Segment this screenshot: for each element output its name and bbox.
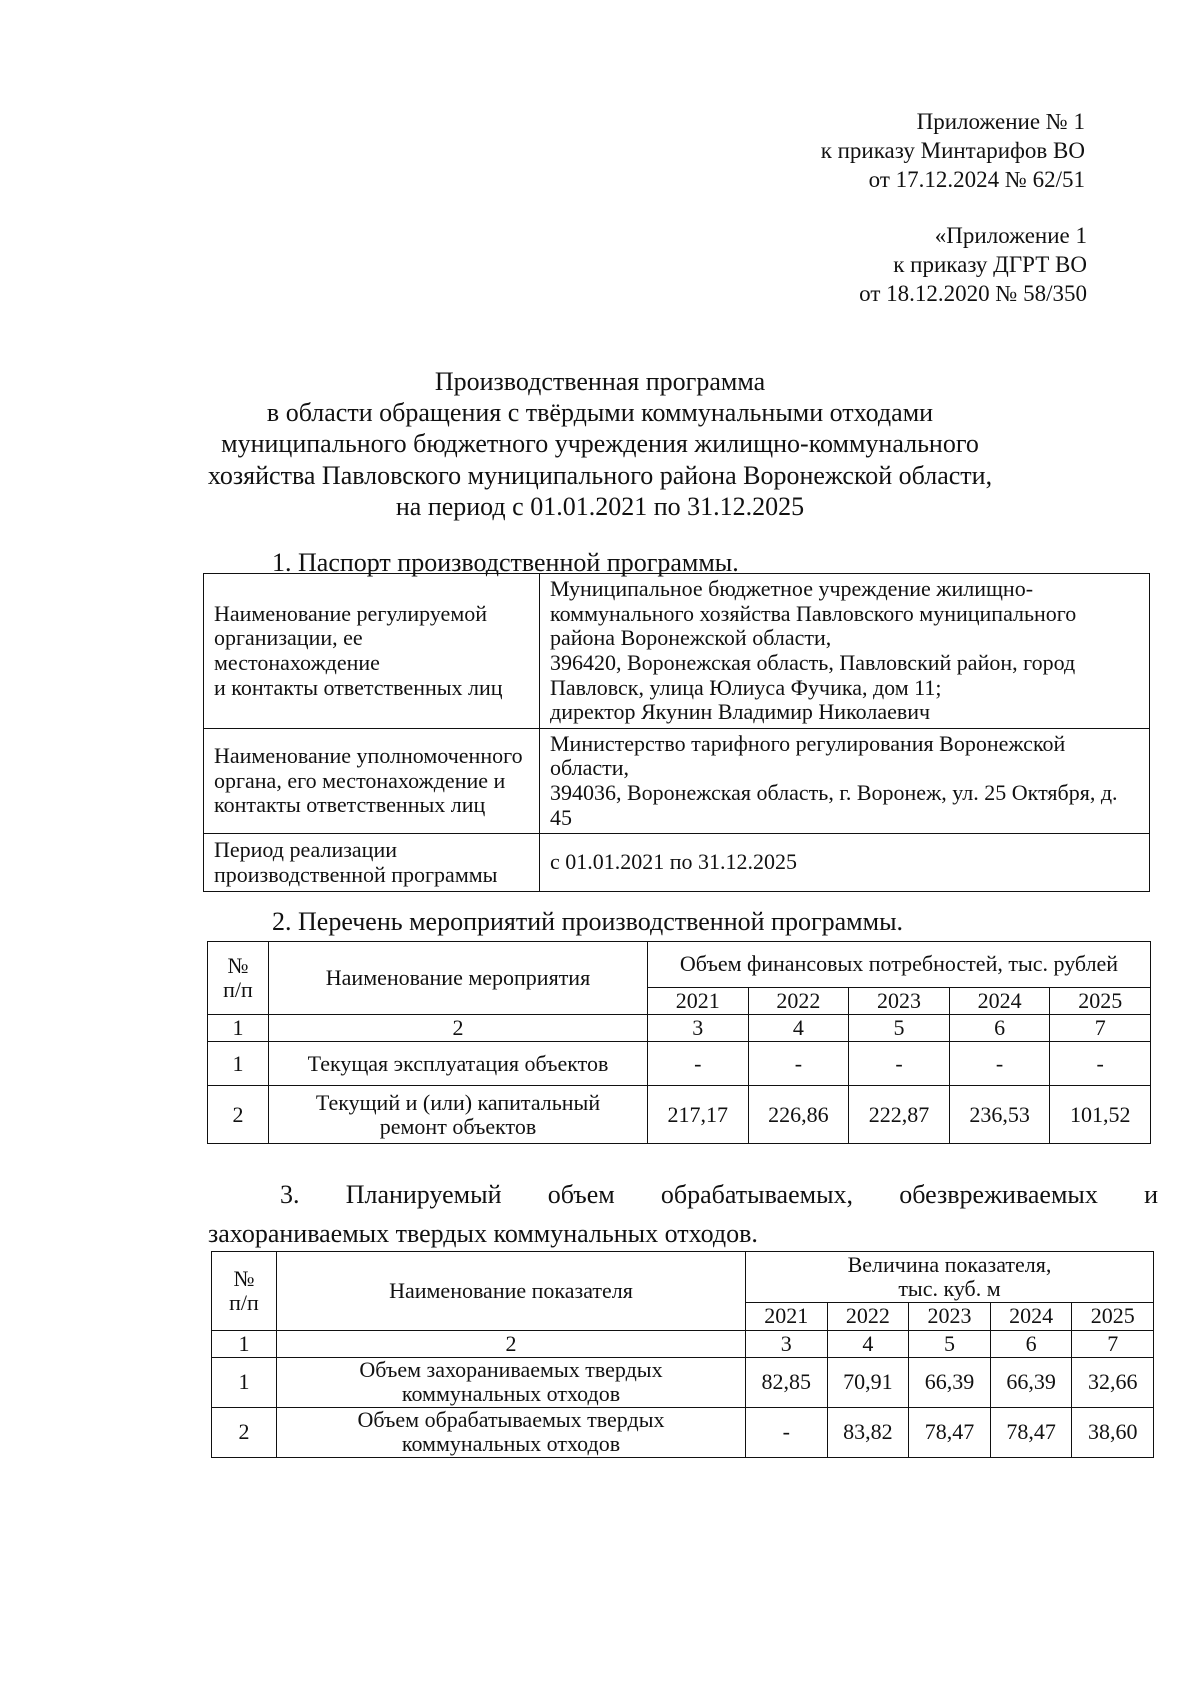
- col-group-header: Объем финансовых потребностей, тыс. рублей: [648, 942, 1151, 988]
- section3-heading-line1: [208, 1175, 1158, 1214]
- row-value: 83,82: [827, 1407, 909, 1457]
- title-line5: на период с 01.01.2021 по 31.12.2025: [395, 491, 805, 521]
- heading-word: Планируемый: [345, 1180, 502, 1209]
- section3-heading-line2: захораниваемых твердых коммунальных отходов.: [208, 1219, 758, 1248]
- annex-previous-line2: к приказу ДГРТ ВО: [893, 251, 1087, 277]
- passport-value: Министерство тарифного регулирования Воронежской области, 394036, Воронежская область, г. Воронеж, ул. 25 Октября, д. 45: [540, 728, 1150, 834]
- year-cell: 2024: [949, 988, 1050, 1015]
- year-cell: 2025: [1050, 988, 1151, 1015]
- row-num: 1: [208, 1042, 269, 1086]
- title-line4: хозяйства Павловского муниципального района Воронежской области,: [207, 460, 993, 490]
- title-line2: в области обращения с твёрдыми коммунальными отходами: [266, 398, 934, 428]
- index-cell: 4: [748, 1015, 849, 1042]
- col-name-header: Наименование мероприятия: [269, 942, 648, 1015]
- row-value: -: [746, 1407, 828, 1457]
- row-num: 2: [208, 1086, 269, 1144]
- index-cell: 5: [849, 1015, 950, 1042]
- index-cell: 2: [277, 1330, 746, 1357]
- index-cell: 5: [909, 1330, 991, 1357]
- row-name: Текущий и (или) капитальный ремонт объектов: [269, 1086, 648, 1144]
- index-cell: 3: [648, 1015, 749, 1042]
- table-row: [212, 1407, 1154, 1457]
- year-cell: 2021: [746, 1303, 828, 1330]
- col-num-header: № п/п: [212, 1252, 277, 1331]
- index-cell: 7: [1050, 1015, 1151, 1042]
- row-value: 78,47: [990, 1407, 1072, 1457]
- row-value: -: [648, 1042, 749, 1086]
- row-value: 82,85: [746, 1357, 828, 1407]
- row-num: 2: [212, 1407, 277, 1457]
- index-cell: 4: [827, 1330, 909, 1357]
- measures-table: [207, 941, 1151, 1144]
- year-cell: 2022: [827, 1303, 909, 1330]
- row-value: 38,60: [1072, 1407, 1154, 1457]
- row-name: Текущая эксплуатация объектов: [269, 1042, 648, 1086]
- year-cell: 2025: [1072, 1303, 1154, 1330]
- row-value: -: [949, 1042, 1050, 1086]
- index-cell: 1: [208, 1015, 269, 1042]
- row-value: 32,66: [1072, 1357, 1154, 1407]
- year-cell: 2021: [648, 988, 749, 1015]
- row-value: -: [1050, 1042, 1151, 1086]
- index-row: [208, 1015, 1151, 1042]
- row-value: 66,39: [909, 1357, 991, 1407]
- annex-previous-line3: от 18.12.2020 № 58/350: [859, 280, 1087, 306]
- passport-label: Наименование уполномоченного органа, его местонахождение и контакты ответственных лиц: [204, 728, 540, 834]
- passport-value: Муниципальное бюджетное учреждение жилищно-коммунального хозяйства Павловского муниципального района Воронежской области, 396420, Воронежская область, Павловский район, город Павловск, улица Юлиуса Фучика, дом 11; директор Якунин Владимир Николаевич: [540, 574, 1150, 729]
- section3-heading: [208, 1175, 1158, 1253]
- row-value: 70,91: [827, 1357, 909, 1407]
- row-value: 66,39: [990, 1357, 1072, 1407]
- year-cell: 2023: [849, 988, 950, 1015]
- annex-current-line2: к приказу Минтарифов ВО: [820, 137, 1085, 163]
- annex-current-line3: от 17.12.2024 № 62/51: [868, 166, 1085, 192]
- heading-word: и: [1144, 1180, 1158, 1209]
- annex-current-line1: Приложение № 1: [916, 109, 1085, 134]
- passport-value: с 01.01.2021 по 31.12.2025: [540, 834, 1150, 892]
- title-line3: муниципального бюджетного учреждения жилищно-коммунального: [221, 429, 979, 459]
- title-line1: Производственная программа: [434, 367, 766, 396]
- header-row: [208, 942, 1151, 988]
- index-cell: 6: [990, 1330, 1072, 1357]
- year-cell: 2022: [748, 988, 849, 1015]
- passport-row: [204, 574, 1150, 729]
- table-row: [208, 1086, 1151, 1144]
- document-title: [180, 366, 1020, 522]
- row-value: 226,86: [748, 1086, 849, 1144]
- annex-current-header: [821, 108, 1085, 194]
- row-value: -: [849, 1042, 950, 1086]
- heading-word: объем: [547, 1180, 615, 1209]
- heading-word: обрабатываемых,: [660, 1180, 854, 1209]
- passport-label: Период реализации производственной программы: [204, 834, 540, 892]
- passport-table: [203, 573, 1150, 892]
- section1-heading: 1. Паспорт производственной программы.: [272, 548, 739, 577]
- index-cell: 3: [746, 1330, 828, 1357]
- row-name: Объем захораниваемых твердых коммунальных отходов: [277, 1357, 746, 1407]
- annex-previous-header: [859, 222, 1087, 308]
- row-name: Объем обрабатываемых твердых коммунальных отходов: [277, 1407, 746, 1457]
- row-value: 78,47: [909, 1407, 991, 1457]
- index-cell: 2: [269, 1015, 648, 1042]
- year-cell: 2024: [990, 1303, 1072, 1330]
- table-row: [212, 1357, 1154, 1407]
- row-num: 1: [212, 1357, 277, 1407]
- section2-heading: 2. Перечень мероприятий производственной программы.: [272, 907, 904, 936]
- index-cell: 1: [212, 1330, 277, 1357]
- passport-row: [204, 728, 1150, 834]
- col-num-header: № п/п: [208, 942, 269, 1015]
- passport-label: Наименование регулируемой организации, ее местонахождение и контакты ответственных лиц: [204, 574, 540, 729]
- heading-word: обезвреживаемых: [899, 1180, 1098, 1209]
- index-cell: 6: [949, 1015, 1050, 1042]
- indicators-table: [211, 1251, 1154, 1458]
- table-row: [208, 1042, 1151, 1086]
- col-name-header: Наименование показателя: [277, 1252, 746, 1331]
- row-value: 222,87: [849, 1086, 950, 1144]
- passport-row: [204, 834, 1150, 892]
- row-value: 101,52: [1050, 1086, 1151, 1144]
- col-group-header: Величина показателя, тыс. куб. м: [746, 1252, 1154, 1303]
- annex-previous-line1: «Приложение 1: [934, 223, 1087, 248]
- index-cell: 7: [1072, 1330, 1154, 1357]
- year-cell: 2023: [909, 1303, 991, 1330]
- row-value: 236,53: [949, 1086, 1050, 1144]
- header-row: [212, 1252, 1154, 1303]
- row-value: -: [748, 1042, 849, 1086]
- heading-word: 3.: [280, 1180, 300, 1209]
- row-value: 217,17: [648, 1086, 749, 1144]
- index-row: [212, 1330, 1154, 1357]
